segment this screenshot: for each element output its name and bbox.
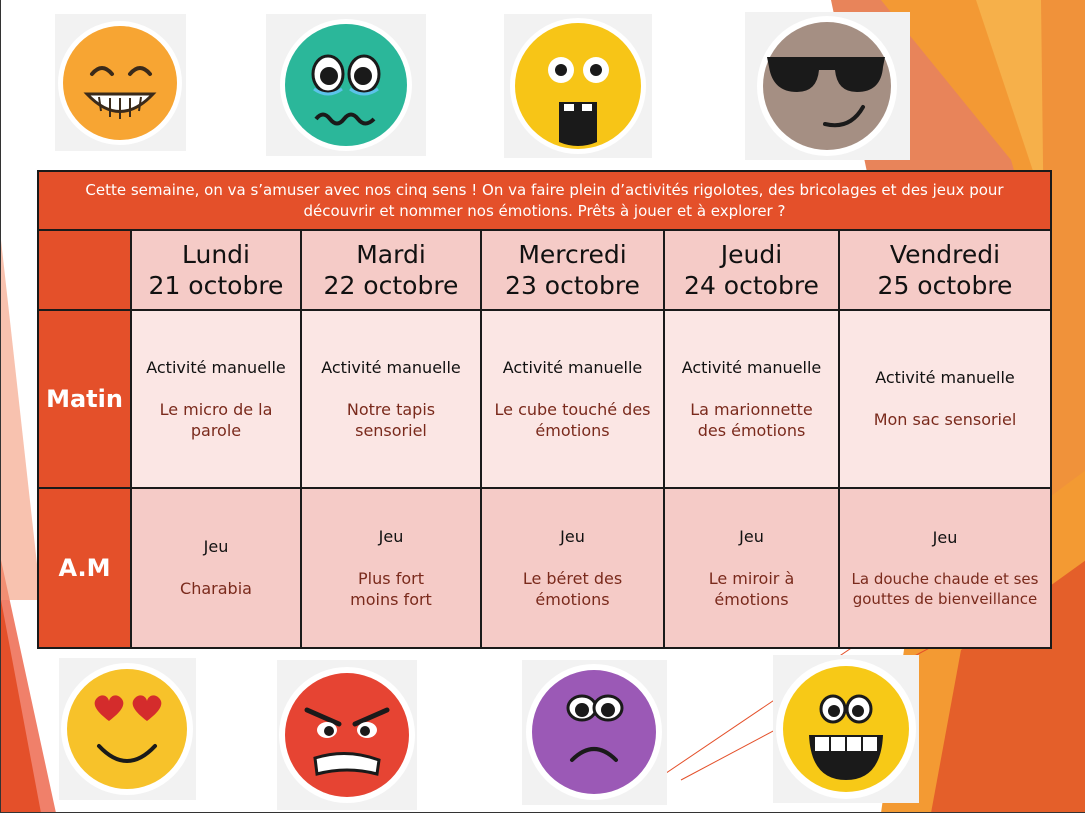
heart-eyes-face-icon (59, 658, 196, 800)
day-header-friday: Vendredi 25 octobre (839, 230, 1051, 310)
afternoon-game-wednesday: Jeu Le béret des émotions (481, 488, 664, 648)
angry-face-icon (277, 660, 417, 810)
weekly-schedule-table (37, 170, 1052, 649)
sunglasses-face-icon (745, 12, 910, 160)
corner-cell (38, 230, 131, 310)
sad-face-icon (522, 660, 667, 805)
intro-text: Cette semaine, on va s’amuser avec nos cinq sens ! On va faire plein d’activités rigolotes, des bricolages et des jeux pour découvrir et nommer nos émotions. Prêts à jouer et à explorer ? (38, 171, 1051, 230)
morning-activity-tuesday: Activité manuelle Notre tapis sensoriel (301, 310, 481, 488)
shocked-face-icon (504, 14, 652, 158)
afternoon-game-friday: Jeu La douche chaude et ses gouttes de bienveillance (839, 488, 1051, 648)
crying-face-icon (266, 14, 426, 156)
morning-activity-friday: Activité manuelle Mon sac sensoriel (839, 310, 1051, 488)
afternoon-game-monday: Jeu Charabia (131, 488, 301, 648)
day-header-monday: Lundi 21 octobre (131, 230, 301, 310)
morning-activity-thursday: Activité manuelle La marionnette des émotions (664, 310, 839, 488)
row-label-morning: Matin (38, 310, 131, 488)
grinning-face-icon (55, 14, 186, 151)
day-header-tuesday: Mardi 22 octobre (301, 230, 481, 310)
afternoon-game-tuesday: Jeu Plus fort moins fort (301, 488, 481, 648)
afternoon-game-thursday: Jeu Le miroir à émotions (664, 488, 839, 648)
day-header-thursday: Jeudi 24 octobre (664, 230, 839, 310)
morning-activity-monday: Activité manuelle Le micro de la parole (131, 310, 301, 488)
row-label-afternoon: A.M (38, 488, 131, 648)
laughing-face-icon (773, 655, 919, 803)
morning-activity-wednesday: Activité manuelle Le cube touché des émotions (481, 310, 664, 488)
day-header-wednesday: Mercredi 23 octobre (481, 230, 664, 310)
